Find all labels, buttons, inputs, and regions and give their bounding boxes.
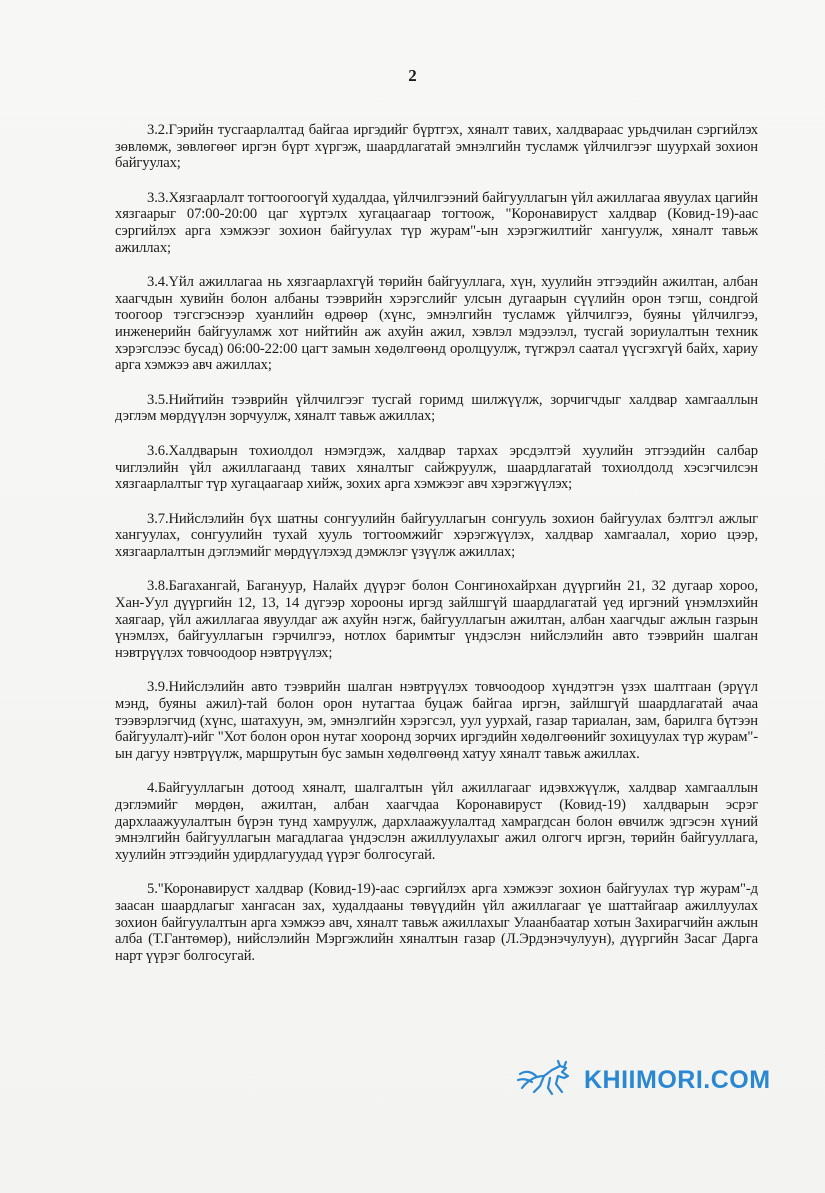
paragraph-3-6: 3.6.Халдварын тохиолдол нэмэгдэж, халдвар тархах эрсдэлтэй хуулийн этгээдийн салбар чиглэлийн үйл ажиллагаанд тавих хяналтыг сайжруулж, шаардлагатай тохиолдолд хэсэгчилсэн хязгаарлалтыг түр хугацаагаар хийж, зохих арга хэмжээг авч хэрэгжүүлэх;	[115, 442, 758, 493]
paragraph-3-7: 3.7.Нийслэлийн бүх шатны сонгуулийн байгууллагын сонгууль зохион байгуулах бэлтгэл ажлыг хангуулах, сонгуулийн тухай хууль тогтоомжийг хэрэгжүүлэх, халдвар хамгаалал, хорио цээр, хязгаарлалтын дэглэмийг мөрдүүлэхэд дэмжлэг үзүүлж ажиллах;	[115, 510, 758, 560]
paragraph-4: 4.Байгууллагын дотоод хяналт, шалгалтын үйл ажиллагааг идэвхжүүлж, халдвар хамгааллын дэглэмийг мөрдөн, ажилтан, албан хаагчдаа Коронавируст (Ковид-19) халдварын эсрэг дархлаажуулалтын бүрэн тунд хамруулж, дархлаажуулалтад хамрагдсан болон өвчилж эдгэсэн хүний эмнэлгийн байгууллагын магадлагаа үндэслэн ажиллуулахыг ажил олгогч иргэн, төрийн байгууллага, хуулийн этгээдийн удирдлагуудад үүрэг болгосугай.	[115, 780, 758, 863]
paragraph-3-9: 3.9.Нийслэлийн авто тээврийн шалган нэвтрүүлэх товчоодоор хүндэтгэн үзэх шалтгаан (эрүүл мэнд, буяны ажил)-тай болон орон нутагтаа буцаж байгаа иргэн, зайлшгүй шаардлагатай ачаа тээвэрлэгчид (хүнс, шатахуун, эм, эмнэлгийн хэрэгсэл, уул уурхай, газар тариалан, зам, барилга бүтээн байгуулалт)-ийг "Хот болон орон нутаг хооронд зорчих иргэдийн хөдөлгөөнийг зохицуулах түр журам"-ын дагуу нэвтрүүлж, маршрутын бус замын хөдөлгөөнд хатуу хяналт тавьж ажиллах.	[115, 679, 758, 762]
horse-logo-icon	[516, 1058, 578, 1103]
paragraph-3-4: 3.4.Үйл ажиллагаа нь хязгаарлахгүй төрийн байгууллага, хүн, хуулийн этгээдийн ажилтан, албан хаагчдын хувийн болон албаны тээврийн хэрэгслийг улсын дугаарын сүүлийн орон тэгш, сондгой тоогоор тэгсгэснээр хуанлийн өдрөөр (хүнс, эмнэлгийн тусламж үйлчилгээ, буяны үйлчилгээ, инженерийн байгууламж хот нийтийн аж ахуйн ажил, хэвлэл мэдээлэл, тусгай зориулалтын техник хэрэгслээс бусад) 06:00-22:00 цагт замын хөдөлгөөнд оролцуулж, түгжрэл саатал үүсгэхгүй байх, хариу арга хэмжээ авч ажиллах;	[115, 274, 758, 374]
watermark-text: KHIIMORI.COM	[584, 1065, 771, 1094]
paragraph-3-5: 3.5.Нийтийн тээврийн үйлчилгээг тусгай горимд шилжүүлж, зорчигчдыг халдвар хамгааллын дэглэм мөрдүүлэн зорчуулж, хяналт тавьж ажиллах;	[115, 391, 758, 425]
paragraph-3-8: 3.8.Багахангай, Багануур, Налайх дүүрэг болон Сонгинохайрхан дүүргийн 21, 32 дугаар хороо, Хан-Уул дүүргийн 12, 13, 14 дүгээр хорооны иргэд зайлшгүй шаардлагатай үед иргэний үнэмлэхийн хаягаар, үйл ажиллагаа явуулдаг аж ахуйн нэгж, байгууллагын ажилтан, албан хаагчдыг ажлын газрын үнэмлэх, байгууллагын гэрчилгээ, нотлох баримтыг үндэслэн нийслэлийн авто тээврийн шалган нэвтрүүлэх товчоодоор нэвтрүүлэх;	[115, 578, 758, 661]
paragraph-3-3: 3.3.Хязгаарлалт тогтоогоогүй худалдаа, үйлчилгээний байгууллагын үйл ажиллагаа явуулах цагийн хязгаарыг 07:00-20:00 цаг хүртэлх хугацаагаар тогтоож, "Коронавируст халдвар (Ковид-19)-аас сэргийлэх арга хэмжээг зохион байгуулах түр журам"-ын хэрэгжилтийг хангуулж, хяналт тавьж ажиллах;	[115, 189, 758, 256]
watermark	[516, 1060, 771, 1100]
page-number: 2	[408, 66, 417, 85]
paragraph-5: 5."Коронавируст халдвар (Ковид-19)-аас сэргийлэх арга хэмжээг зохион байгуулах түр журам"-д заасан шаардлагыг хангасан зах, худалдааны төвүүдийн үйл ажиллагааг үе шаттайгаар ажиллуулах зохион байгуулалтын арга хэмжээ авч, хяналт тавьж ажиллахыг Улаанбаатар хотын Захирагчийн ажлын алба (Т.Гантөмөр), нийслэлийн Мэргэжлийн хяналтын газар (Л.Эрдэнэчулуун), дүүргийн Засаг Дарга нарт үүрэг болгосугай.	[115, 881, 758, 964]
document-body	[115, 122, 758, 982]
paragraph-3-2: 3.2.Гэрийн тусгаарлалтад байгаа иргэдийг бүртгэх, хяналт тавих, халдвараас урьдчилан сэргийлэх зөвлөмж, зөвлөгөөг иргэн бүрт хүргэж, шаардлагатай эмнэлгийн тусламж үйлчилгээг шуурхай зохион байгуулах;	[115, 122, 758, 172]
